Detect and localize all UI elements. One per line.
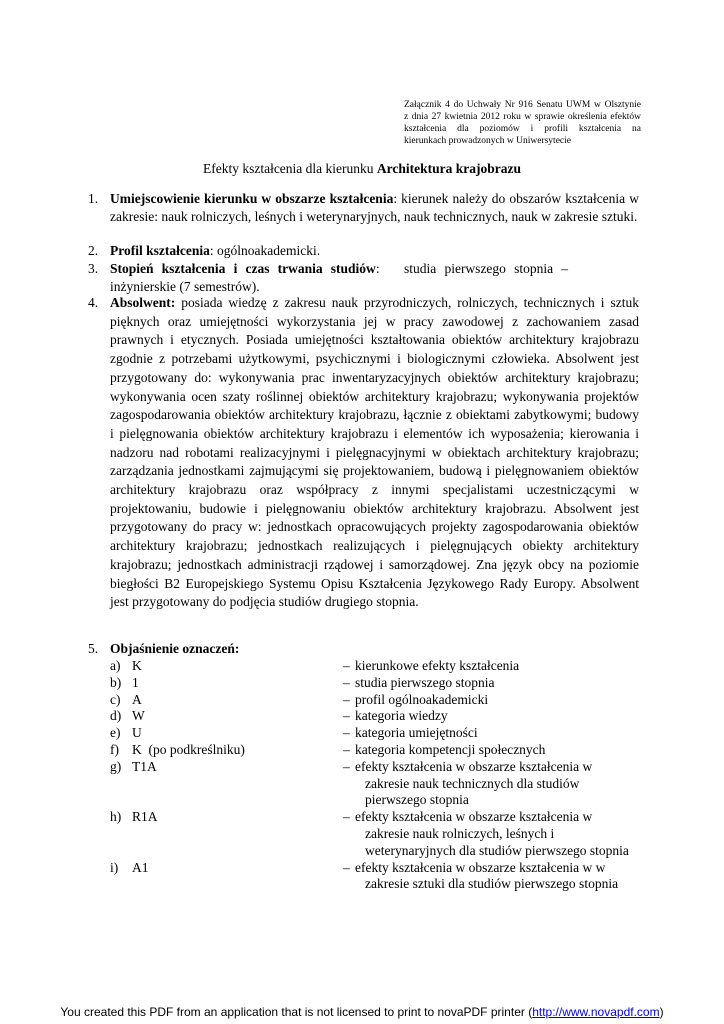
legend-desc: efekty kształcenia w obszarze kształcenia w w zakresie sztuki dla studiów pierwszego stopnia: [355, 859, 619, 892]
section-label: Umiejscowienie kierunku w obszarze kształcenia: [110, 191, 394, 206]
annex-line: z dnia 27 kwietnia 2012 roku w sprawie określenia efektów: [404, 112, 641, 122]
legend-code: W: [132, 708, 145, 724]
annex-header: [404, 99, 641, 147]
section-number: 5.: [88, 641, 99, 656]
legend-code: U: [132, 725, 142, 741]
legend-letter: b): [110, 674, 122, 690]
section-label: Absolwent:: [110, 295, 176, 310]
legend-desc: kategoria wiedzy: [355, 708, 448, 724]
legend-code: 1: [132, 674, 139, 690]
legend-item: [110, 675, 630, 692]
legend-item: [110, 725, 630, 742]
annex-line: kierunkach prowadzonych w Uniwersytecie: [404, 136, 571, 146]
legend-dash: –: [343, 758, 350, 774]
legend-item: [110, 708, 630, 725]
legend-code: T1A: [132, 758, 157, 774]
legend-dash: –: [343, 674, 350, 690]
legend-dash: –: [343, 658, 350, 673]
section-number: 3.: [88, 261, 99, 276]
section-body: posiada wiedzę z zakresu nauk przyrodniczych, rolniczych, technicznych i sztuk pięknych oraz umiejętności wykorzystania jej w pracy zawodowej z zachowaniem zasad prawnych i etycznych. Posiada umiejętności kształtowania obiektów architektury krajobrazu zgodnie z potrzebami użytkowymi, psychicznymi i biologicznymi człowieka. Absolwent jest przygotowany do: wykonywania prac inwentaryzacyjnych obiektów architektury krajobrazu; wykonywania ocen szaty roślinnej obiektów architektury krajobrazu; wykonywania projektów zagospodarowania obiektów architektury krajobrazu, łącznie z obiektami zabytkowymi; budowy i pielęgnowania obiektów architektury krajobrazu i elementów ich wyposażenia; kierowania i nadzoru nad robotami realizacyjnymi i pielęgnacyjnymi w obiektach architektury krajobrazu; zarządzania jednostkami zajmującymi się projektowaniem, budową i pielęgnowaniem obiektów architektury krajobrazu oraz współpracy z innymi specjalistami uczestniczącymi w projektowaniu, budowie i pielęgnowaniu obiektów architektury krajobrazu. Absolwent jest przygotowany do pracy w: jednostkach opracowujących projekty zagospodarowania obiektów architektury krajobrazu; jednostkach realizujących i pielęgnujących obiekty architektury krajobrazu; jednostkach administracji rządowej i samorządowej. Zna język obcy na poziomie biegłości B2 Europejskiego Systemu Opisu Kształcenia Językowego Rady Europy. Absolwent jest przygotowany do podjęcia studiów drugiego stopnia.: [110, 295, 639, 610]
section-5: [88, 640, 639, 658]
legend-letter: c): [110, 691, 121, 707]
legend-desc: profil ogólnoakademicki: [355, 691, 489, 707]
legend-item: [110, 860, 630, 894]
section-label: Objaśnienie oznaczeń:: [110, 641, 240, 656]
section-text: [110, 242, 639, 260]
footer-text-end: ): [659, 1005, 664, 1019]
legend-dash: –: [343, 809, 350, 825]
section-body: : ogólnoakademicki.: [209, 243, 321, 258]
legend-code: R1A: [132, 809, 158, 825]
section-text: [110, 294, 639, 612]
legend-letter: e): [110, 725, 121, 741]
legend-desc: efekty kształcenia w obszarze kształcenia w zakresie nauk technicznych dla studiów pierwszego stopnia: [355, 758, 593, 808]
legend-code: A: [132, 691, 142, 707]
annex-line: Załącznik 4 do Uchwały Nr 916 Senatu UWM w Olsztynie: [404, 100, 641, 110]
section-body: : studia pierwszego stopnia – inżynierskie (7 semestrów).: [110, 261, 572, 295]
legend-dash: –: [343, 708, 350, 724]
legend-desc: kategoria umiejętności: [355, 725, 478, 741]
legend-letter: g): [110, 758, 122, 774]
section-body: : kierunek należy do obszarów kształcenia w zakresie: nauk rolniczych, leśnych i weterynaryjnych, nauk technicznych, nauk w zakresie sztuki.: [110, 191, 640, 225]
document-title: [0, 160, 724, 178]
footer-text: You created this PDF from an application that is not licensed to print to novaPDF printer (: [60, 1005, 533, 1019]
legend-item: [110, 658, 630, 675]
legend-item: [110, 809, 630, 859]
title-prefix: Efekty kształcenia dla kierunku: [202, 161, 377, 176]
legend-code: K: [132, 658, 142, 673]
legend-desc: kierunkowe efekty kształcenia: [355, 658, 520, 673]
legend-letter: a): [110, 658, 121, 673]
legend-dash: –: [343, 725, 350, 741]
legend-desc: efekty kształcenia w obszarze kształcenia w zakresie nauk rolniczych, leśnych i weterynaryjnych dla studiów pierwszego stopnia: [355, 809, 629, 858]
legend-list: [110, 658, 630, 893]
section-3: [88, 260, 572, 296]
section-text: [110, 190, 639, 226]
legend-dash: –: [343, 691, 350, 707]
legend-item: [110, 692, 630, 709]
section-label: Profil kształcenia: [110, 243, 210, 258]
legend-code: K (po podkreślniku): [132, 741, 245, 757]
section-number: 4.: [88, 295, 99, 310]
section-text: [110, 640, 639, 658]
legend-desc: studia pierwszego stopnia: [355, 674, 495, 690]
section-label: Stopień kształcenia i czas trwania studiów: [110, 261, 376, 276]
title-subject: Architektura krajobrazu: [376, 161, 522, 176]
section-4: [88, 294, 639, 612]
section-number: 2.: [88, 243, 99, 258]
section-number: 1.: [88, 191, 99, 206]
section-text: [110, 260, 572, 296]
legend-item: [110, 742, 630, 759]
legend-dash: –: [343, 741, 350, 757]
legend-letter: i): [110, 859, 119, 875]
legend-code: A1: [132, 859, 149, 875]
legend-letter: d): [110, 708, 122, 724]
legend-desc: kategoria kompetencji społecznych: [355, 741, 546, 757]
pdf-footer: [0, 1005, 724, 1019]
section-2: [88, 242, 639, 260]
legend-letter: h): [110, 809, 122, 825]
annex-line: kształcenia dla poziomów i profili kształcenia na: [404, 124, 641, 134]
legend-letter: f): [110, 741, 119, 757]
footer-link[interactable]: http://www.novapdf.com: [532, 1005, 660, 1019]
section-1: [88, 190, 639, 226]
legend-dash: –: [343, 859, 350, 875]
legend-item: [110, 759, 630, 809]
